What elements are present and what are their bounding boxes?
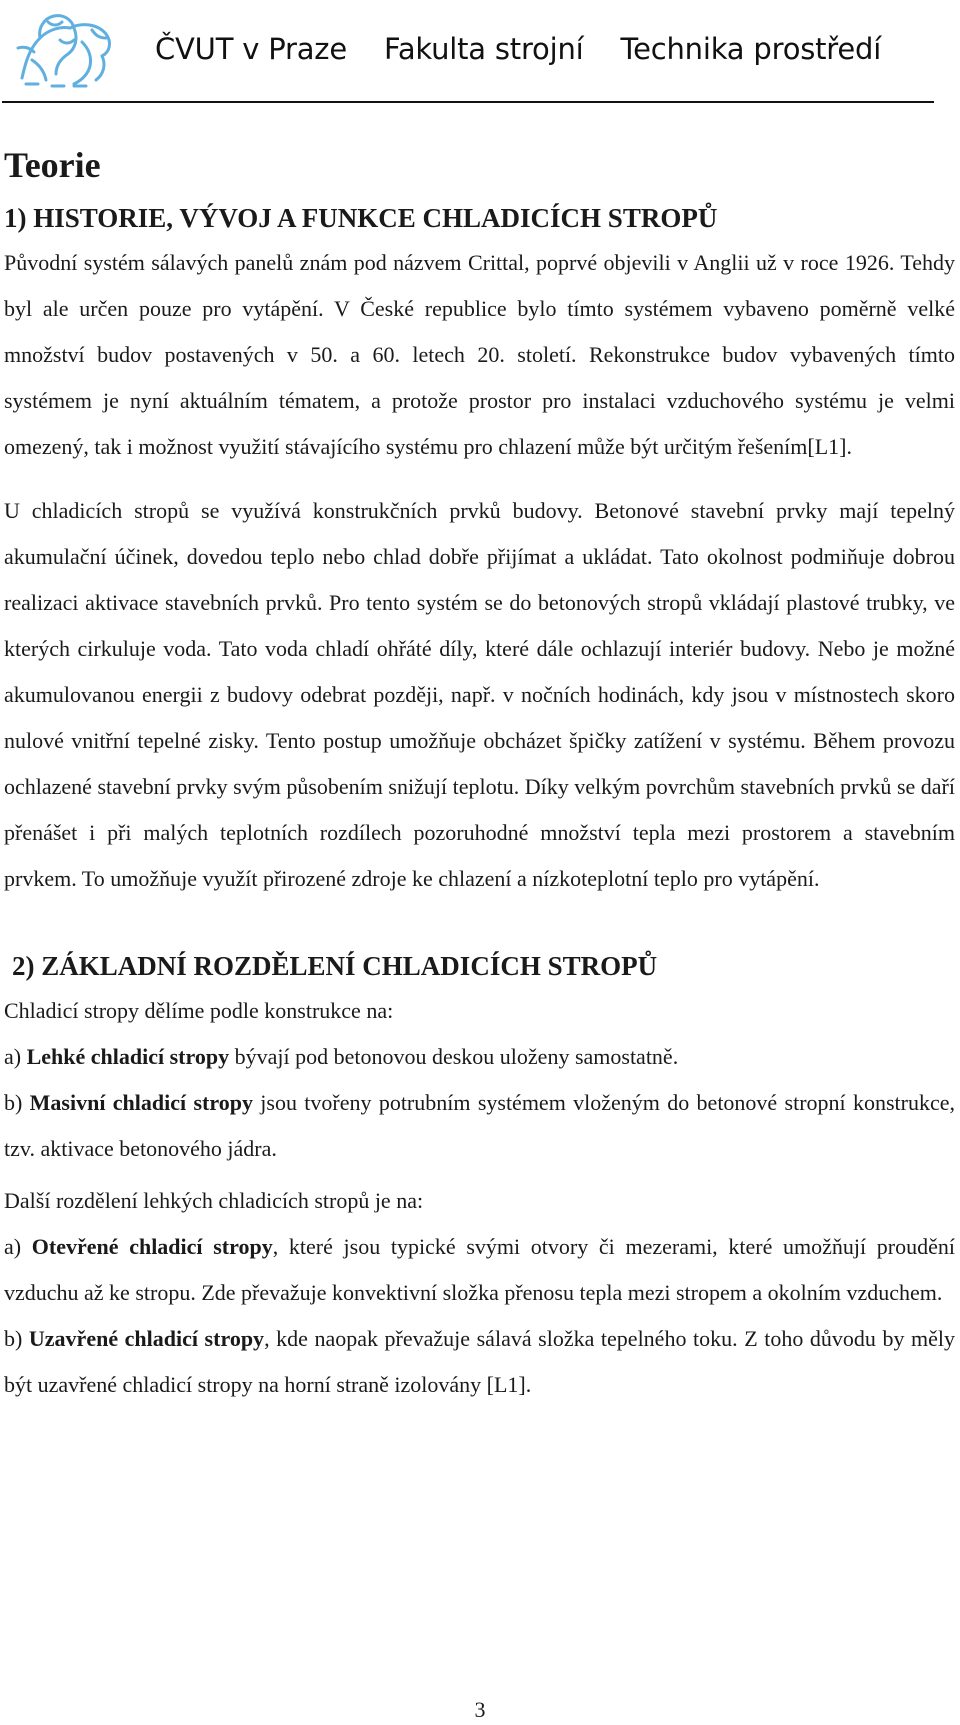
header-title [155,32,909,66]
section2-intro-2: Další rozdělení lehkých chladicích stropů je na: [4,1188,424,1213]
lion-logo-icon [12,8,116,90]
page-number: 3 [474,1697,486,1722]
header-divider [2,101,934,103]
page-title: Teorie [4,145,101,185]
term-otevrene: Otevřené chladicí stropy [31,1234,273,1259]
list-item-masivni: b) Masivní chladicí stropy jsou tvořeny potrubním systémem vloženým do betonové stropní konstrukce, tzv. aktivace betonového jádra. [4,1090,955,1161]
header-faculty: Fakulta strojní [384,32,584,66]
document-body [4,140,955,1408]
header-department: Technika prostředí [620,32,882,66]
section1-heading: 1) HISTORIE, VÝVOJ A FUNKCE CHLADICÍCH STROPŮ [4,203,718,233]
term-lehke: Lehké chladicí stropy [26,1044,230,1069]
list-item-uzavrene: b) Uzavřené chladicí stropy, kde naopak převažuje sálavá složka tepelného toku. Z toho důvodu by měly být uzavřené chladicí stropy na horní straně izolovány [L1]. [4,1326,956,1397]
list-item-lehke: a) Lehké chladicí stropy bývají pod betonovou deskou uloženy samostatně. [4,1044,679,1069]
page-header [0,0,960,105]
section2-intro: Chladicí stropy dělíme podle konstrukce na: [4,998,394,1023]
header-university: ČVUT v Praze [155,32,347,66]
list-item-otevrene: a) Otevřené chladicí stropy, které jsou typické svými otvory či mezerami, které umožňují proudění vzduchu až ke stropu. Zde převažuje konvektivní složka přenosu tepla mezi stropem a okolním vzduchem. [4,1234,955,1305]
section2-heading: 2) ZÁKLADNÍ ROZDĚLENÍ CHLADICÍCH STROPŮ [12,951,658,981]
section1-paragraph-2: U chladicích stropů se využívá konstrukčních prvků budovy. Betonové stavební prvky mají tepelný akumulační účinek, dovedou teplo nebo chlad dobře přijímat a ukládat. Tato okolnost podmiňuje dobrou realizaci aktivace stavebních prvků. Pro tento systém se do betonových stropů vkládají plastové trubky, ve kterých cirkuluje voda. Tato voda chladí ohřáté díly, které dále ochlazují interiér budovy. Nebo je možné akumulovanou energii z budovy odebrat později, např. v nočních hodinách, kdy jsou v místnostech skoro nulové vnitřní tepelné zisky. Tento postup umožňuje obcházet špičky zatížení v systému. Během provozu ochlazené stavební prvky svým působením snižují teplotu. Díky velkým povrchům stavebních prvků se daří přenášet i při malých teplotních rozdílech pozoruhodné množství tepla mezi prostorem a stavebním prvkem. To umožňuje využít přirozené zdroje ke chlazení a nízkoteplotní teplo pro vytápění. [4,498,955,891]
section1-paragraph-1: Původní systém sálavých panelů znám pod názvem Crittal, poprvé objevili v Anglii už v roce 1926. Tehdy byl ale určen pouze pro vytápění. V České republice bylo tímto systémem vybaveno poměrně velké množství budov postavených v 50. a 60. letech 20. století. Rekonstrukce budov vybavených tímto systémem je nyní aktuálním tématem, a protože prostor pro instalaci vzduchového systému je velmi omezený, tak i možnost využití stávajícího systému pro chlazení může být určitým řešením[L1]. [4,250,955,459]
term-masivni: Masivní chladicí stropy [29,1090,253,1115]
term-uzavrene: Uzavřené chladicí stropy [28,1326,265,1351]
